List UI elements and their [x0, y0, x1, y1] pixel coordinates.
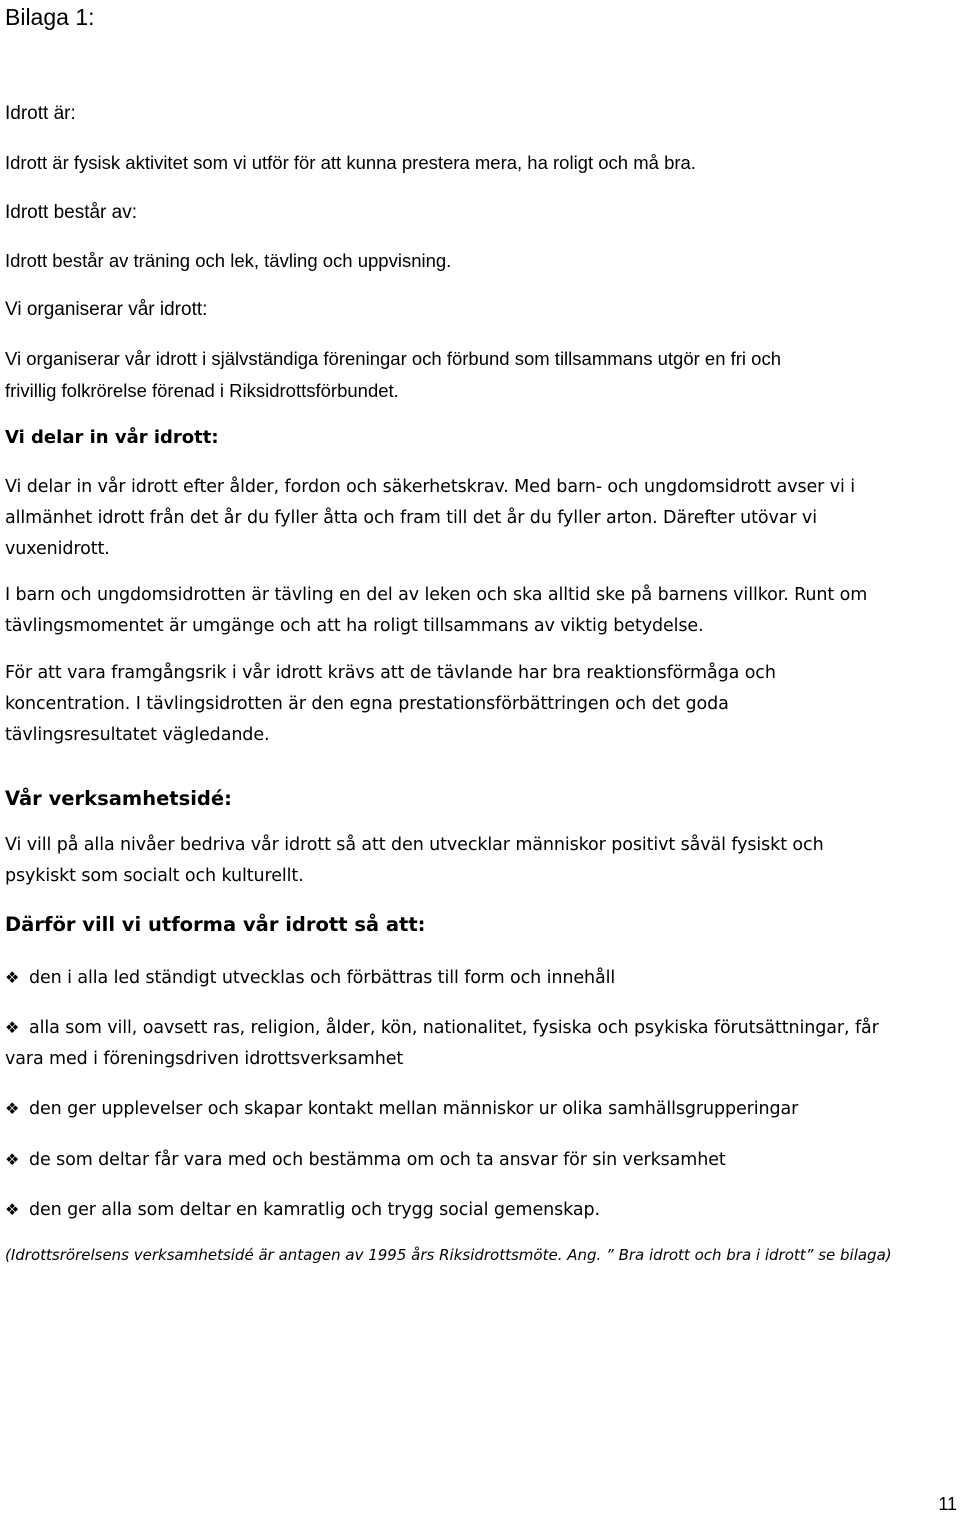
bullet-text-continued: vara med i föreningsdriven idrottsverksamhet — [5, 1049, 404, 1069]
paragraph-verksamhetside — [5, 830, 945, 892]
paragraph-line: Vi organiserar vår idrott i självständiga föreningar och förbund som tillsammans utgör en fri och — [5, 348, 782, 369]
bullet-item — [5, 1144, 945, 1176]
paragraph-line: I barn och ungdomsidrotten är tävling en del av leken och ska alltid ske på barnens villkor. Runt om — [5, 585, 868, 605]
heading-organiserar: Vi organiserar vår idrott: — [5, 299, 208, 320]
bullet-text: alla som vill, oavsett ras, religion, ålder, kön, nationalitet, fysiska och psykiska förutsättningar, får — [29, 1018, 879, 1038]
bullet-item — [5, 1012, 945, 1075]
bullet-diamond-icon: ❖ — [5, 1099, 20, 1118]
bullet-text: den ger alla som deltar en kamratlig och trygg social gemenskap. — [29, 1200, 600, 1220]
paragraph-delar-1 — [5, 472, 945, 565]
page-title: Bilaga 1: — [5, 4, 95, 30]
bullet-item — [5, 1194, 945, 1226]
bullet-diamond-icon: ❖ — [5, 1018, 20, 1037]
paragraph-line: Vi delar in vår idrott efter ålder, fordon och säkerhetskrav. Med barn- och ungdomsidrott avser vi i — [5, 477, 855, 497]
bullet-text: de som deltar får vara med och bestämma om och ta ansvar för sin verksamhet — [29, 1150, 726, 1170]
paragraph-line: Vi vill på alla nivåer bedriva vår idrott så att den utvecklar människor positivt såväl fysiskt och — [5, 835, 824, 855]
paragraph-line: psykiskt som socialt och kulturellt. — [5, 866, 304, 886]
paragraph-line: frivillig folkrörelse förenad i Riksidrottsförbundet. — [5, 380, 399, 401]
bullet-text: den i alla led ständigt utvecklas och förbättras till form och innehåll — [29, 968, 616, 988]
bullet-item — [5, 1093, 945, 1125]
page-number: 11 — [938, 1494, 957, 1514]
paragraph-line: koncentration. I tävlingsidrotten är den egna prestationsförbättringen och det goda — [5, 694, 729, 714]
bullet-diamond-icon: ❖ — [5, 1200, 20, 1219]
paragraph-organiserar — [5, 343, 781, 407]
paragraph-line: allmänhet idrott från det år du fyller åtta och fram till det år du fyller arton. Därefter utövar vi — [5, 508, 817, 528]
paragraph-line: vuxenidrott. — [5, 539, 110, 559]
paragraph-line: För att vara framgångsrik i vår idrott krävs att de tävlande har bra reaktionsförmåga och — [5, 663, 776, 683]
paragraph-line: tävlingsmomentet är umgänge och att ha roligt tillsammans av viktig betydelse. — [5, 616, 704, 636]
text-idrott-ar: Idrott är fysisk aktivitet som vi utför för att kunna prestera mera, ha roligt och må bra. — [5, 152, 696, 173]
heading-verksamhetside: Vår verksamhetsidé: — [5, 787, 232, 810]
heading-utforma: Därför vill vi utforma vår idrott så att: — [5, 913, 426, 936]
text-idrott-bestar: Idrott består av träning och lek, tävling och uppvisning. — [5, 250, 452, 271]
footnote: (Idrottsrörelsens verksamhetsidé är antagen av 1995 års Riksidrottsmöte. Ang. ” Bra idrott och bra i idrott” se bilaga) — [5, 1246, 892, 1264]
bullet-item — [5, 962, 945, 994]
bullet-text: den ger upplevelser och skapar kontakt mellan människor ur olika samhällsgrupperingar — [29, 1099, 799, 1119]
paragraph-line: tävlingsresultatet vägledande. — [5, 725, 270, 745]
paragraph-delar-3 — [5, 658, 945, 751]
heading-delar: Vi delar in vår idrott: — [5, 427, 219, 448]
bullet-diamond-icon: ❖ — [5, 968, 20, 987]
paragraph-delar-2 — [5, 580, 945, 642]
heading-idrott-ar: Idrott är: — [5, 103, 76, 124]
bullet-diamond-icon: ❖ — [5, 1150, 20, 1169]
heading-idrott-bestar: Idrott består av: — [5, 202, 138, 223]
